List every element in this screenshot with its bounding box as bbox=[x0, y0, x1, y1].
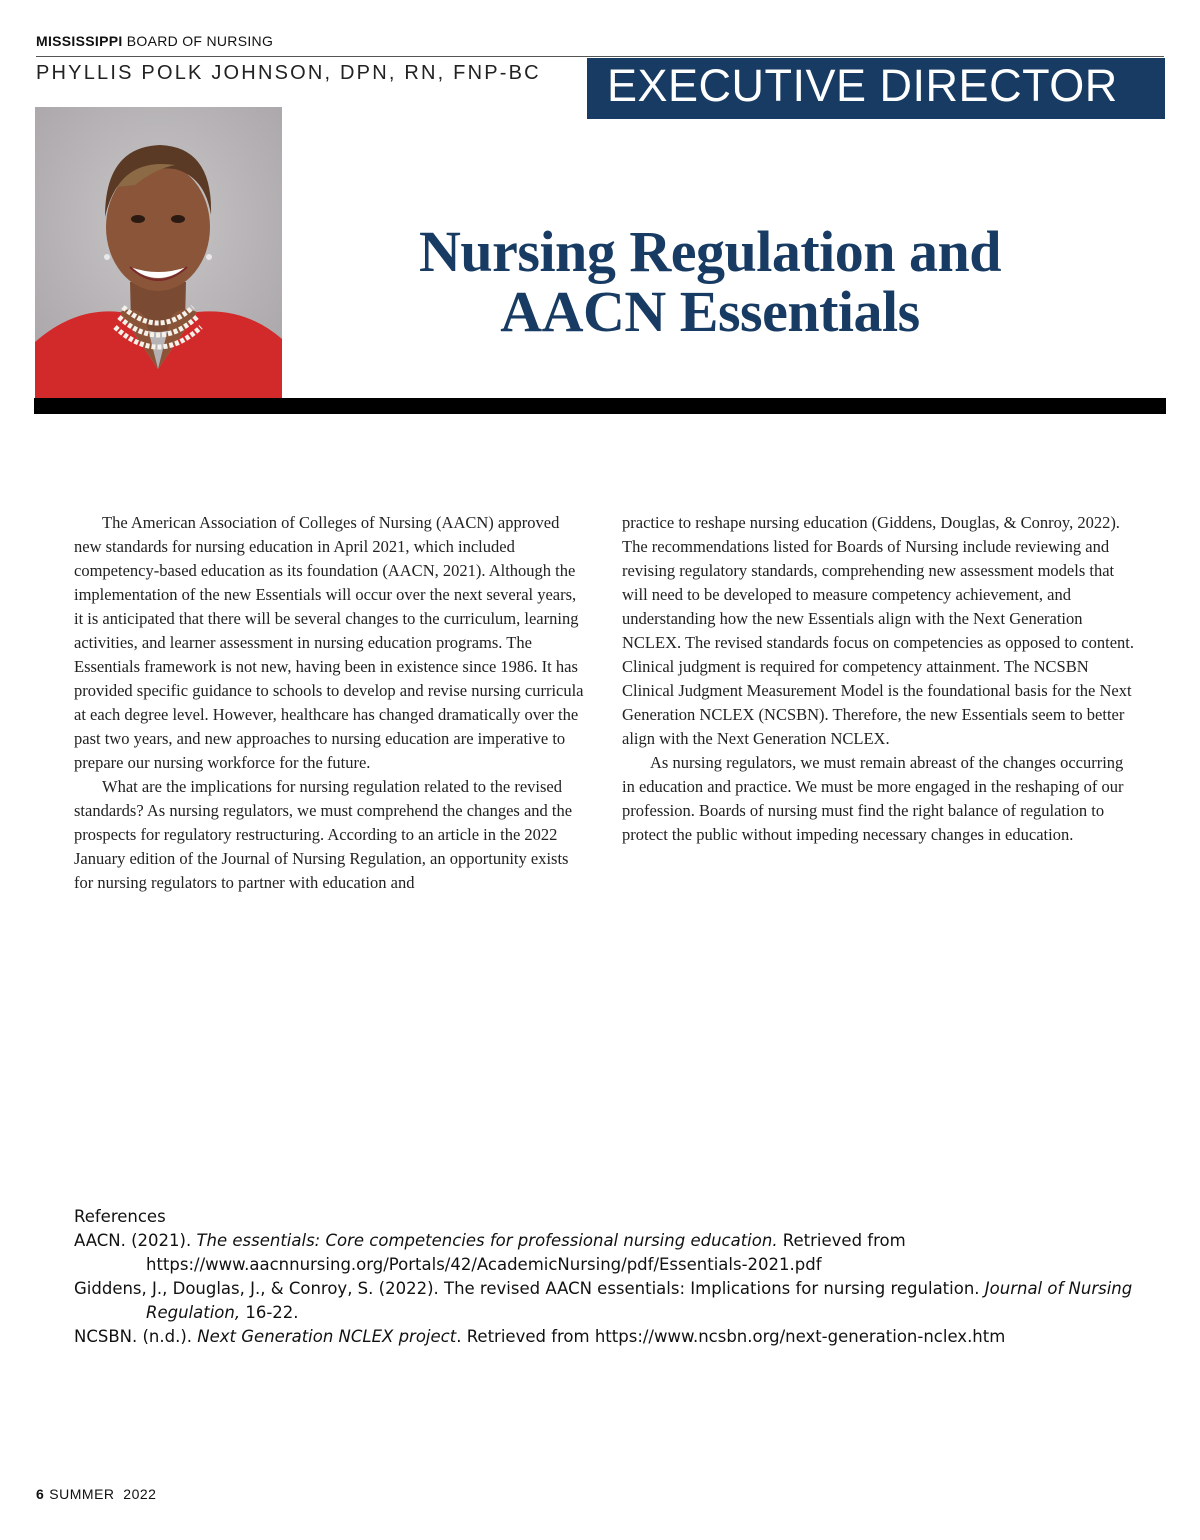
author-byline: PHYLLIS POLK JOHNSON, DPN, RN, FNP-BC bbox=[36, 62, 541, 84]
reference-title: The essentials: Core competencies for professional nursing education. bbox=[196, 1231, 778, 1250]
reference-text: Retrieved from https://www.aacnnursing.org/Portals/42/AcademicNursing/pdf/Essentials-2021.pdf bbox=[146, 1231, 906, 1274]
header-divider bbox=[36, 56, 1164, 57]
publication-org: BOARD OF NURSING bbox=[126, 33, 274, 49]
title-line-1: Nursing Regulation and bbox=[418, 219, 1002, 284]
role-title: EXECUTIVE DIRECTOR bbox=[607, 60, 1118, 111]
reference-text: 16-22. bbox=[240, 1303, 299, 1322]
issue-label: SUMMER 2022 bbox=[49, 1486, 157, 1502]
role-banner bbox=[587, 58, 1165, 119]
reference-item bbox=[74, 1229, 1154, 1277]
article-title bbox=[300, 219, 1120, 344]
article-column-left bbox=[74, 511, 589, 895]
paragraph: What are the implications for nursing regulation related to the revised standards? As nursing regulators, we must comprehend the changes and the prospects for regulatory restructuring. According to an article in the 2022 January edition of the Journal of Nursing Regulation, an opportunity exists for nursing regulators to partner with education and bbox=[74, 777, 573, 892]
reference-text: Giddens, J., Douglas, J., & Conroy, S. (2022). The revised AACN essentials: Implications for nursing regulation. bbox=[74, 1279, 985, 1298]
reference-text: . Retrieved from https://www.ncsbn.org/next-generation-nclex.htm bbox=[456, 1327, 1006, 1346]
reference-text: NCSBN. (n.d.). bbox=[74, 1327, 198, 1346]
title-line-2: AACN Essentials bbox=[500, 279, 920, 344]
author-photo bbox=[35, 107, 282, 398]
page-footer bbox=[36, 1486, 156, 1502]
paragraph: As nursing regulators, we must remain abreast of the changes occurring in education and practice. We must be more engaged in the reshaping of our profession. Boards of nursing must find the right balance of regulation to protect the public without impeding necessary changes in education. bbox=[622, 753, 1124, 844]
portrait-illustration bbox=[35, 107, 282, 398]
reference-item bbox=[74, 1277, 1154, 1325]
references-section bbox=[74, 1205, 1154, 1349]
paragraph: The American Association of Colleges of Nursing (AACN) approved new standards for nursing education in April 2021, which included competency-based education as its foundation (AACN, 2021). Although the implementation of the new Essentials will occur over the next several years, it is anticipated that there will be several changes to the curriculum, learning activities, and learner assessment in nursing education programs. The Essentials framework is not new, having been in existence since 1986. It has provided specific guidance to schools to develop and revise nursing curricula at each degree level. However, healthcare has changed dramatically over the past two years, and new approaches to nursing education are imperative to prepare our nursing workforce for the future. bbox=[74, 513, 584, 772]
reference-title: Next Generation NCLEX project bbox=[197, 1327, 457, 1346]
reference-title: Journal of Nursing Regulation, bbox=[146, 1279, 1133, 1322]
reference-item bbox=[74, 1325, 1154, 1349]
page-number: 6 bbox=[36, 1486, 45, 1502]
publication-name bbox=[36, 33, 273, 49]
title-divider bbox=[34, 398, 1166, 414]
article-column-right bbox=[622, 511, 1134, 847]
references-heading: References bbox=[74, 1207, 166, 1226]
reference-text: AACN. (2021). bbox=[74, 1231, 197, 1250]
paragraph-continued: practice to reshape nursing education (Giddens, Douglas, & Conroy, 2022). The recommendations listed for Boards of Nursing include reviewing and revising regulatory standards, comprehending new assessment models that will need to be developed to measure competency achievement, and understanding how the new Essentials align with the Next Generation NCLEX. The revised standards focus on competencies as opposed to content. Clinical judgment is required for competency attainment. The NCSBN Clinical Judgment Measurement Model is the foundational basis for the Next Generation NCLEX (NCSBN). Therefore, the new Essentials seem to better align with the Next Generation NCLEX. bbox=[622, 513, 1134, 748]
publication-state: MISSISSIPPI bbox=[36, 33, 123, 49]
